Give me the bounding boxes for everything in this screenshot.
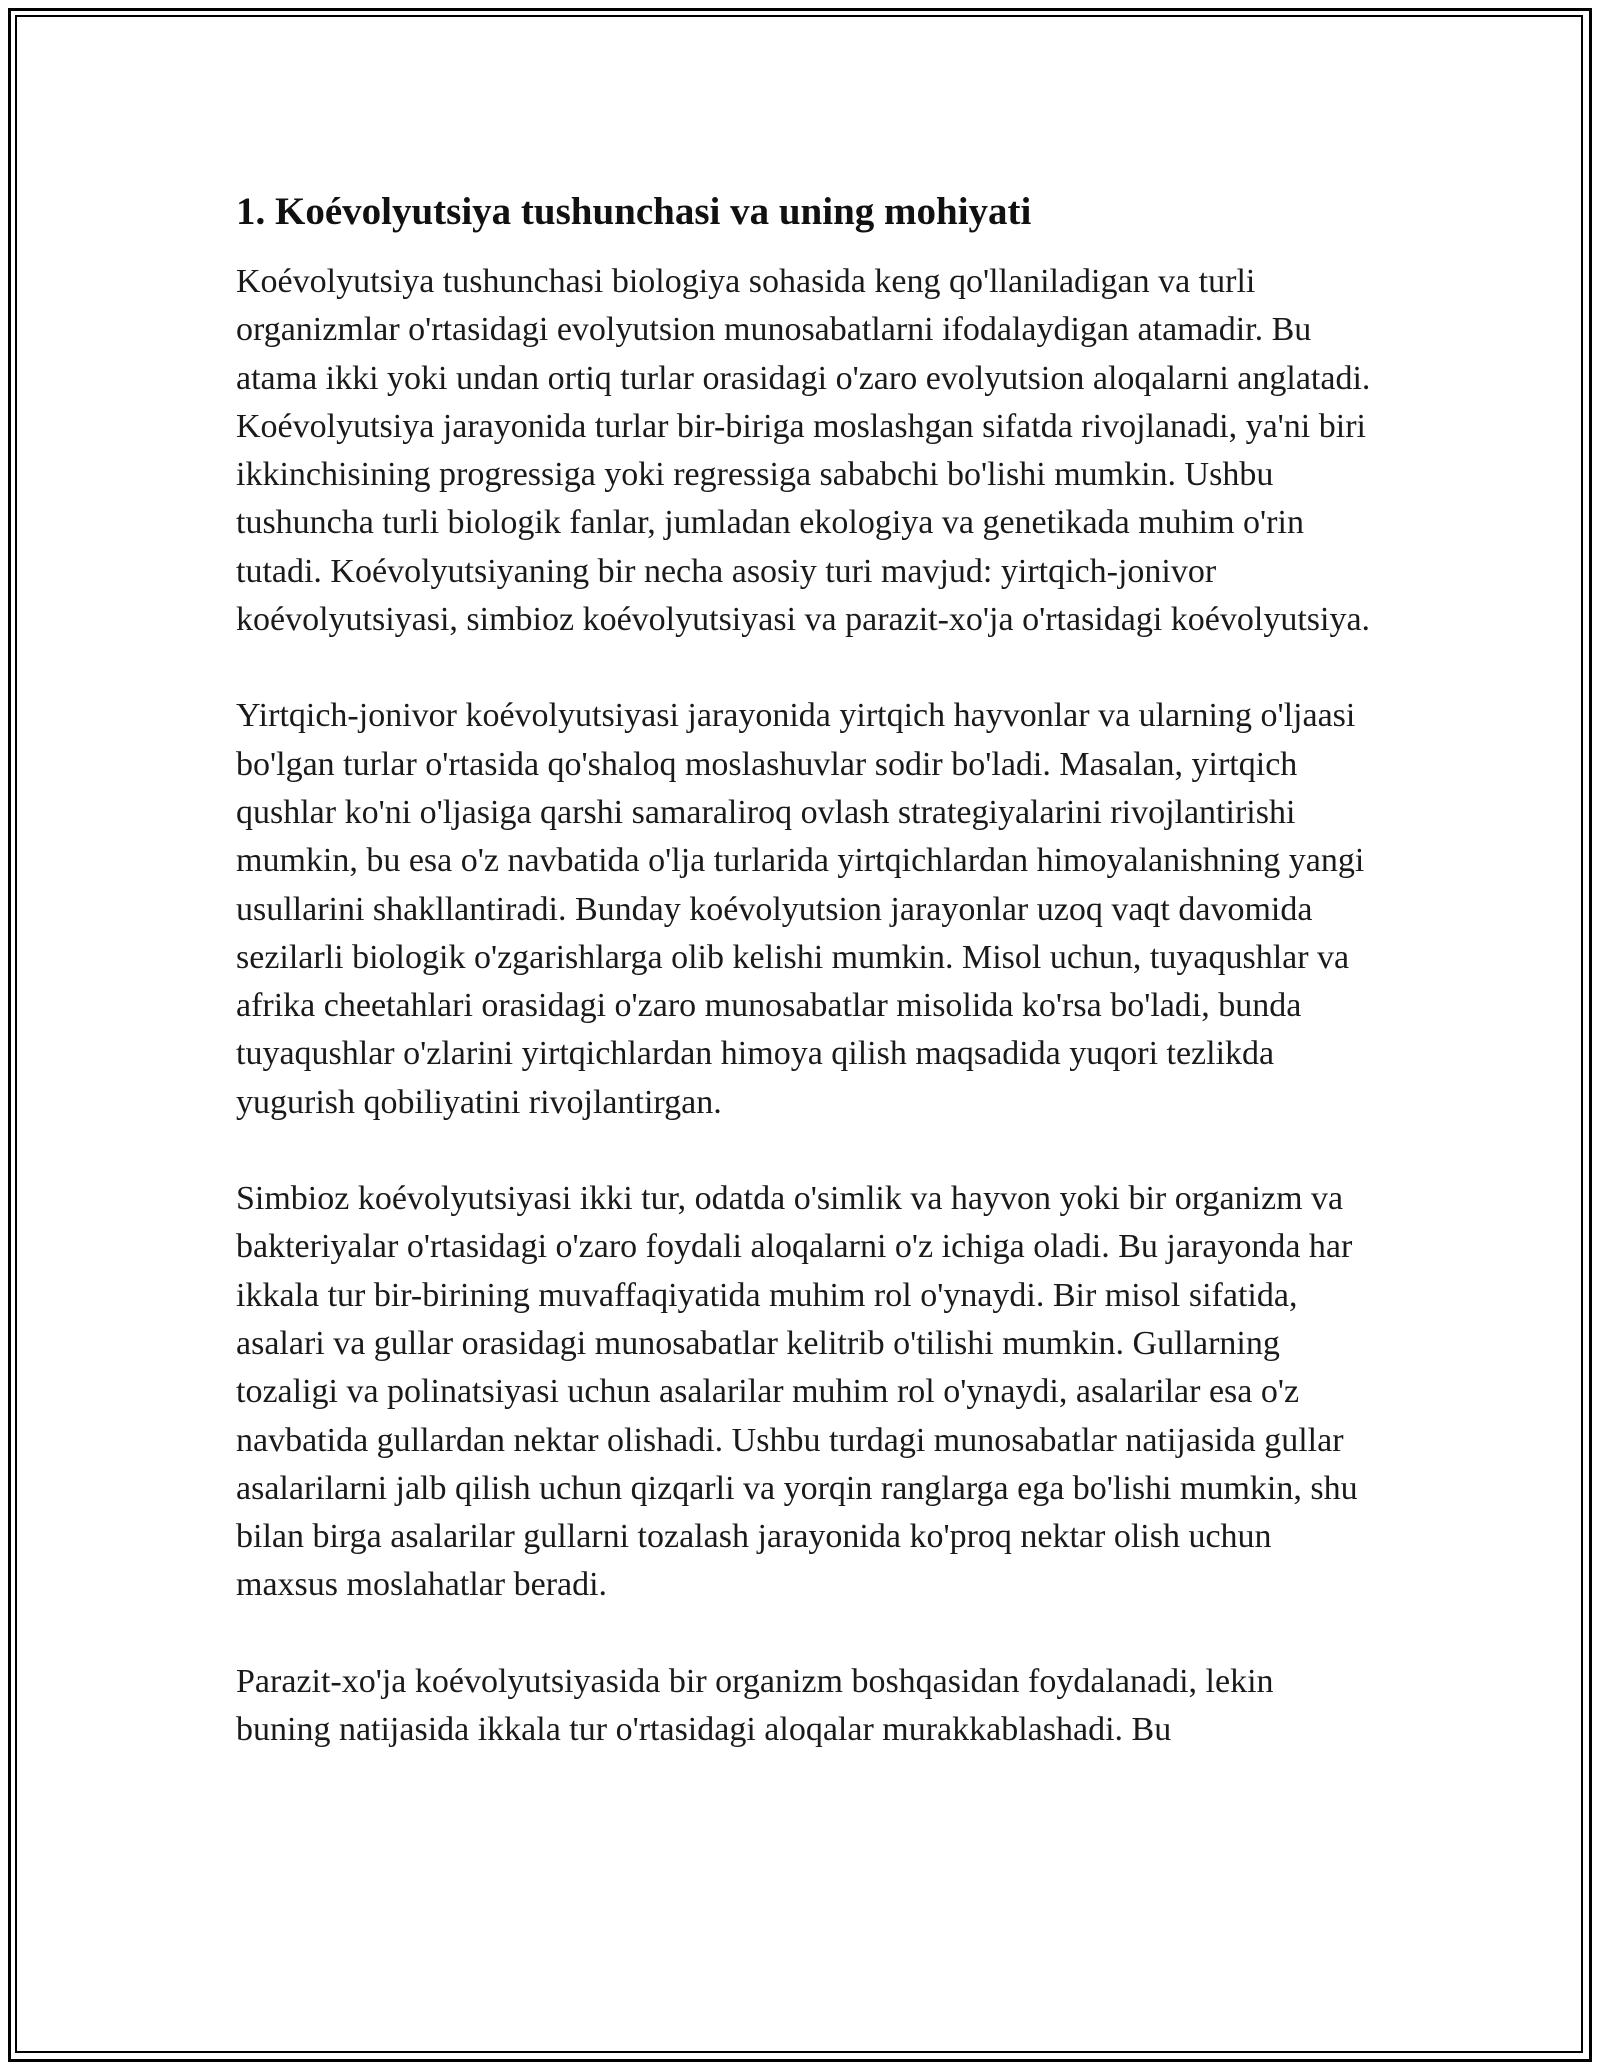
paragraph-intro: Koévolyutsiya tushunchasi biologiya sohasida keng qo'llaniladigan va turli organizmlar o'rtasidagi evolyutsion munosabatlarni ifodalaydigan atamadir. Bu atama ikki yoki undan ortiq turlar orasidagi o'zaro evolyutsion aloqalarni anglatadi. Koévolyutsiya jarayonida turlar bir-biriga moslashgan sifatda rivojlanadi, ya'ni biri ikkinchisining progressiga yoki regressiga sababchi bo'lishi mumkin. Ushbu tushuncha turli biologik fanlar, jumladan ekologiya va genetikada muhim o'rin tutadi. Koévolyutsiyaning bir necha asosiy turi mavjud: yirtqich-jonivor koévolyutsiyasi, simbioz koévolyutsiyasi va parazit-xo'ja o'rtasidagi koévolyutsiya. — [236, 263, 1371, 639]
paragraph-symbiosis: Simbioz koévolyutsiyasi ikki tur, odatda o'simlik va hayvon yoki bir organizm va bakteriyalar o'rtasidagi o'zaro foydali aloqalarni o'z ichiga oladi. Bu jarayonda har ikkala tur bir-birining muvaffaqiyatida muhim rol o'ynaydi. Bir misol sifatida, asalari va gullar orasidagi munosabatlar kelitrib o'tilishi mumkin. Gullarning tozaligi va polinatsiyasi uchun asalarilar muhim rol o'ynaydi, asalarilar esa o'z navbatida gullardan nektar olishadi. Ushbu turdagi munosabatlar natijasida gullar asalarilarni jalb qilish uchun qizqarli va yorqin ranglarga ega bo'lishi mumkin, shu bilan birga asalarilar gullarni tozalash jarayonida ko'proq nektar olish uchun maxsus moslahatlar beradi. — [236, 1180, 1358, 1604]
document-body — [236, 186, 1376, 1802]
paragraph-predator-prey: Yirtqich-jonivor koévolyutsiyasi jarayonida yirtqich hayvonlar va ularning o'ljaasi bo'lgan turlar o'rtasida qo'shaloq moslashuvlar sodir bo'ladi. Masalan, yirtqich qushlar ko'ni o'ljasiga qarshi samaraliroq ovlash strategiyalarini rivojlantirishi mumkin, bu esa o'z navbatida o'lja turlarida yirtqichlardan himoyalanishning yangi usullarini shakllantiradi. Bunday koévolyutsion jarayonlar uzoq vaqt davomida sezilarli biologik o'zgarishlarga olib kelishi mumkin. Misol uchun, tuyaqushlar va afrika cheetahlari orasidagi o'zaro munosabatlar misolida ko'rsa bo'ladi, bunda tuyaqushlar o'zlarini yirtqichlardan himoya qilish maqsadida yuqori tezlikda yugurish qobiliyatini rivojlantirgan. — [236, 697, 1365, 1121]
section-heading: 1. Koévolyutsiya tushunchasi va uning mohiyati — [236, 190, 1032, 233]
paragraph-parasite-host: Parazit-xo'ja koévolyutsiyasida bir organizm boshqasidan foydalanadi, lekin buning natijasida ikkala tur o'rtasidagi aloqalar murakkablashadi. Bu — [236, 1662, 1274, 1749]
